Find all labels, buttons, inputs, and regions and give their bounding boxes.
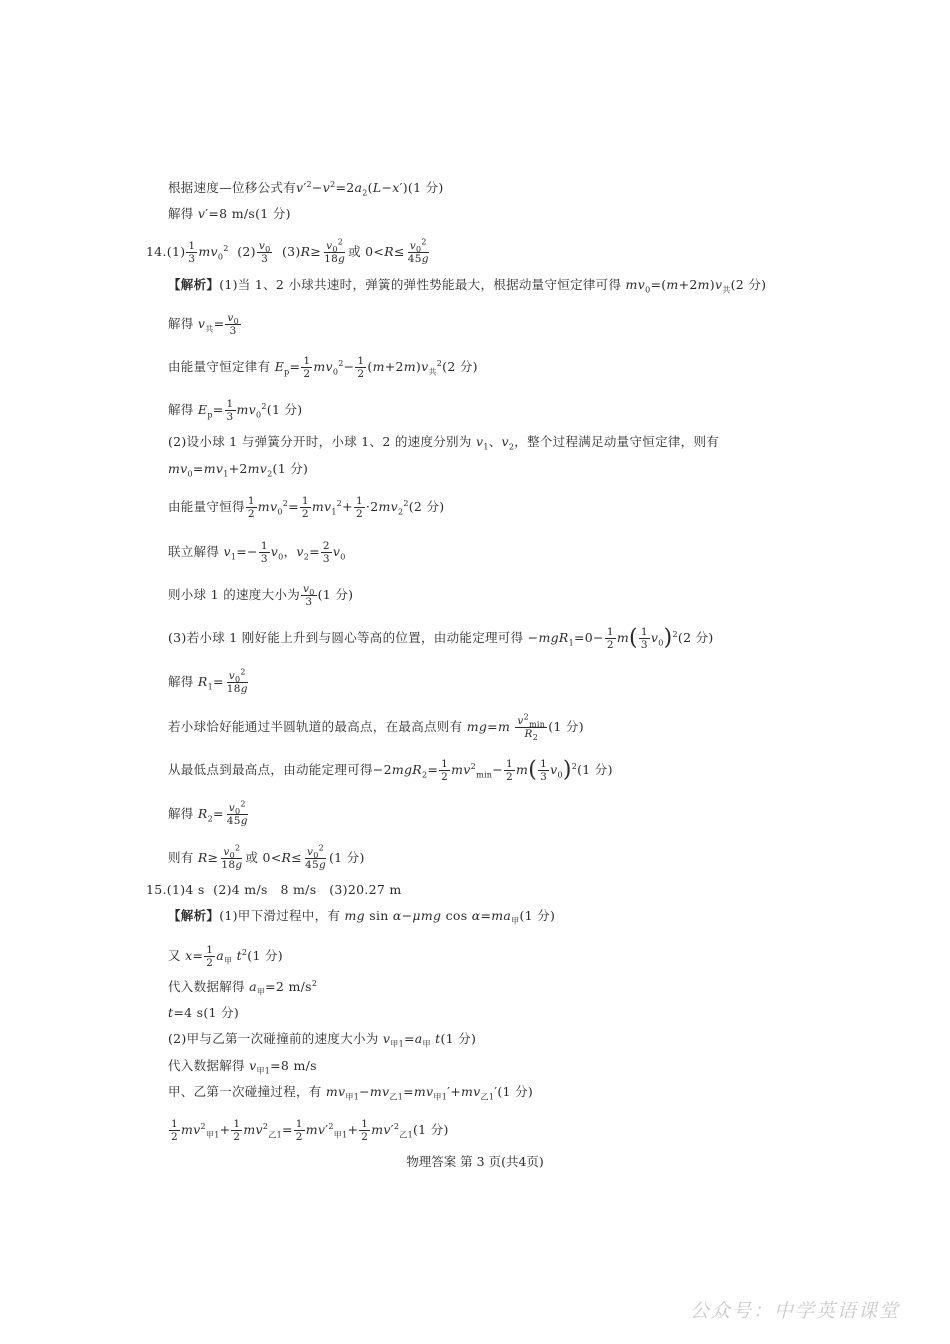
text-line: 解得 $R_2=$ $\frac{v_0^2}{45g}$	[168, 799, 248, 827]
answer-15: 15.(1)4 s (2)4 m/s 8 m/s (3)20.27 m	[146, 882, 402, 897]
watermark: 公众号：中学英语课堂	[690, 1300, 901, 1322]
text-line: 若小球恰好能通过半圆轨道的最高点，在最高点则有 mg=m $v^2_{min}$ $R_2$ (1 分)	[168, 712, 584, 743]
text-line: 解得 $E_p=$ $\frac{1}{3}$ $mv_0^2(1$ 分)	[168, 398, 303, 423]
text-line: 又 x= $\frac{1}{2}$ $a_甲$ $t^2(1$ 分)	[168, 944, 283, 969]
text-line: 联立解得 $v_1=-$ $\frac{1}{3}$ $v_0$，$v_2=$ $\frac{2}{3}$ $v_0$	[168, 540, 346, 565]
page-footer: 物理答案 第 3 页(共4页)	[406, 1154, 544, 1169]
text-line: 【解析】(1)甲下滑过程中，有 mg sin α−μmg $\cos \alpha=ma_甲(1$ 分)	[168, 908, 556, 926]
text-line: (2)甲与乙第一次碰撞前的速度大小为 $v_{甲1}=a_甲$ t(1 分)	[168, 1031, 477, 1049]
text-line: 根据速度—位移公式有$v'^2-v^2=2a_2(L-x')(1$ 分)	[168, 179, 444, 198]
text-line: 解得 v′=8 m/s(1 分)	[168, 206, 291, 221]
text-line: (3)若小球 1 刚好能上升到与圆心等高的位置，由动能定理可得 −mgR$_1$=0− $\frac{1}{2}$ m( $\frac{1}{3}$ $v_0)^2(2$ 分)	[168, 625, 714, 651]
text-line: 从最低点到最高点，由动能定理可得−2mgR$_2$= $\frac{1}{2}$ $mv^2_{min}-$ $\frac{1}{2}$ m( $\frac{1}{3}$ $v_0)^2(1$ 分)	[168, 757, 613, 783]
text-line: 则小球 1 的速度大小为 $\frac{v_0}{3}$ (1 分)	[168, 583, 354, 608]
text-line: $mv_0=mv_1+2mv_2(1$ 分)	[168, 461, 309, 479]
text-line: 解得 $v_共=$ $\frac{v_0}{3}$	[168, 312, 239, 337]
text-line: 由能量守恒定律有 $E_p=$ $\frac{1}{2}$ $mv_0^2-$ $\frac{1}{2}$ $(m+2m)v_共^2(2$ 分)	[168, 355, 478, 380]
text-line: 【解析】(1)当 1、2 小球共速时，弹簧的弹性势能最大，根据动量守恒定律可得 $mv_0=(m+2m)v_共(2$ 分)	[168, 277, 767, 295]
text-line: 解得 $R_1=$ $\frac{v_0^2}{18g}$	[168, 667, 248, 695]
text-line: 代入数据解得 $v_{甲1}=8$ m/s	[168, 1058, 317, 1076]
text-line: t=4 s(1 分)	[168, 1005, 240, 1020]
text-line: (2)设小球 1 与弹簧分开时，小球 1、2 的速度分别为 $v_1$、$v_2$，整个过程满足动量守恒定律，则有	[168, 434, 720, 452]
text-line: 由能量守恒得 $\frac{1}{2}$ $mv_0^2=$ $\frac{1}{2}$ $mv_1^2+$ $\frac{1}{2}$ $\cdot 2mv_2^2(2$ 分)	[168, 495, 445, 520]
text-line: $\frac{1}{2}$ $mv^2_{甲1}+$ $\frac{1}{2}$ $mv^2_{乙1}=$ $\frac{1}{2}$ $mv'^2_{甲1}+$ $\frac{1}{2}$ $mv'^2_{乙1}(1$ 分)	[171, 1118, 449, 1143]
answer-14: 14.(1) $\frac{1}{3}$ $mv_0^2$ (2) $\frac{v_0}{3}$ (3)R≥ $\frac{v_0^2}{18g}$ 或 0<R≤ $\frac{v_0^2}{45g}$	[146, 237, 429, 265]
text-line: 甲、乙第一次碰撞过程，有 $mv_{甲1}-mv_{乙1}=mv_{甲1}'+mv_{乙1}'(1$ 分)	[168, 1084, 534, 1102]
text-line: 代入数据解得 $a_甲=2$ $m/s^2$	[168, 978, 318, 997]
text-line: 则有 R≥ $\frac{v_0^2}{18g}$ 或 0<R≤ $\frac{v_0^2}{45g}$ (1 分)	[168, 843, 365, 871]
